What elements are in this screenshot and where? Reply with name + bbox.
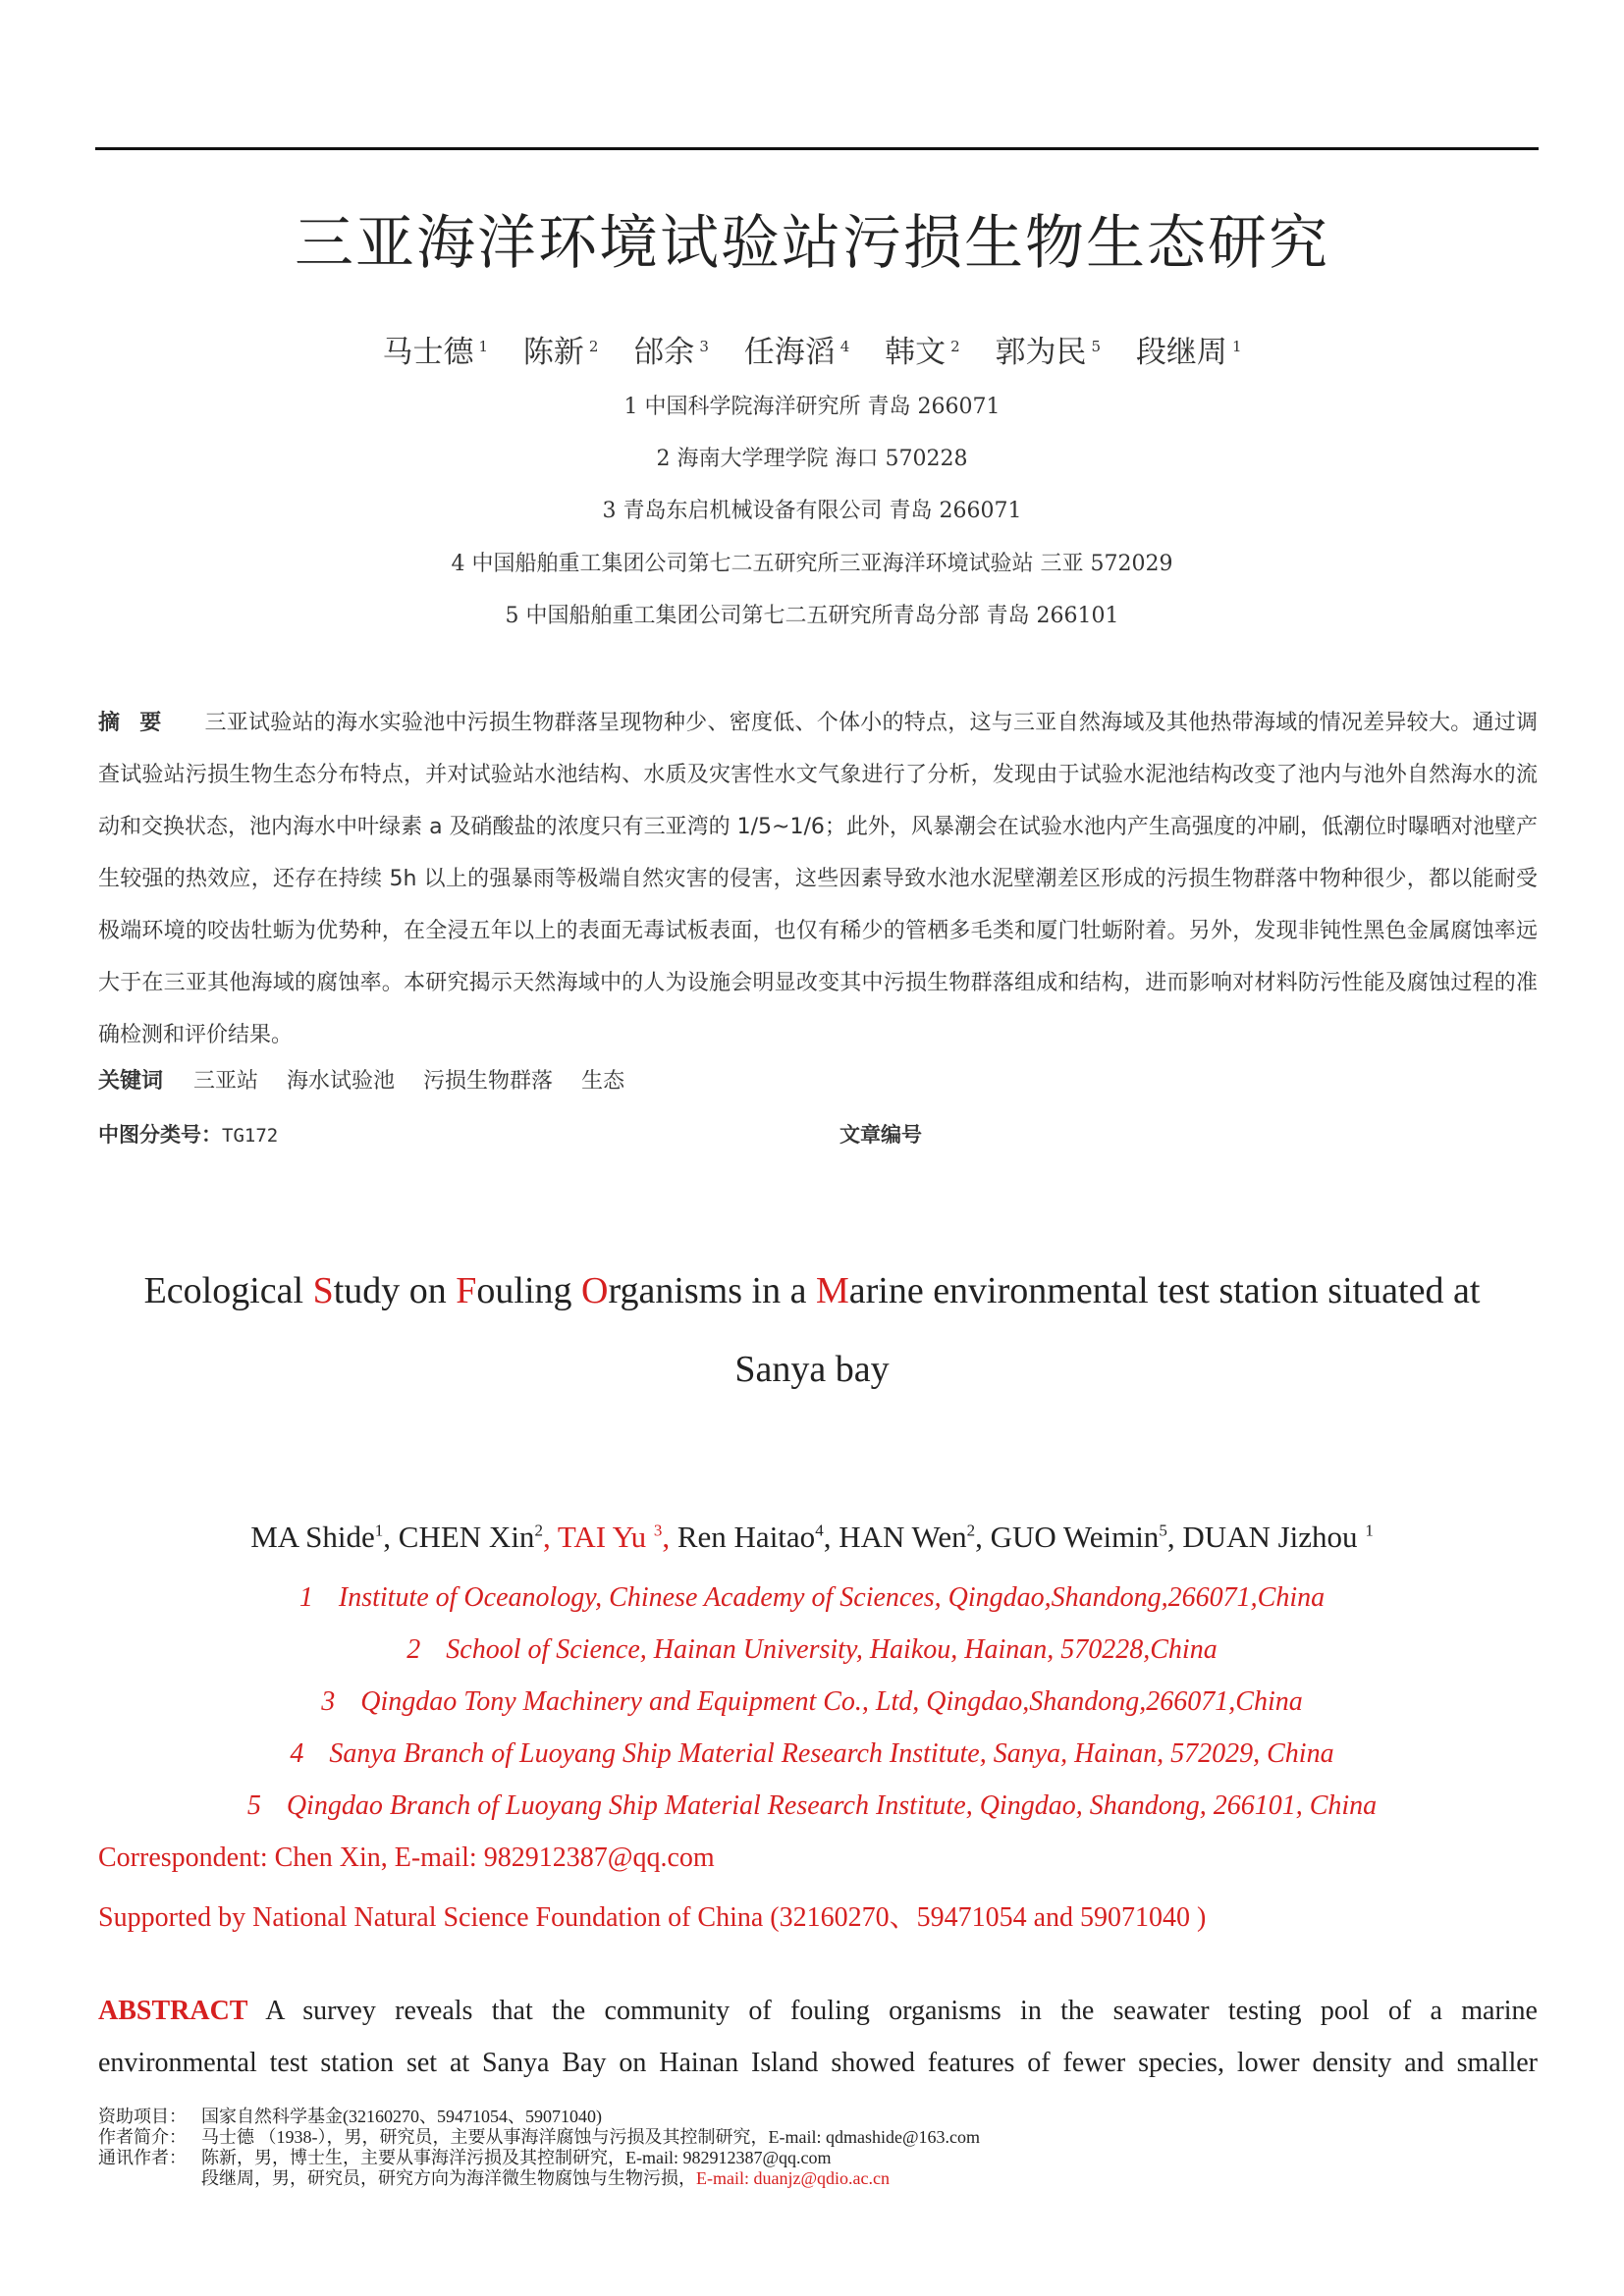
authors-chinese	[0, 327, 1624, 371]
authors-english	[0, 1520, 1624, 1555]
abstract-en-line1: ABSTRACT A survey reveals that the community of fouling organisms in the seawater testing pool of a marine	[98, 1996, 1538, 2026]
abstract-english	[98, 1985, 1538, 2089]
abstract-chinese	[98, 697, 1538, 1061]
author-en: MA Shide$^1$,	[250, 1520, 399, 1554]
author-en: DUAN Jizhou $^1$	[1182, 1520, 1374, 1554]
affiliation-en-1: 1 Institute of Oceanology, Chinese Academy of Sciences, Qingdao,Shandong,266071,China	[298, 1582, 1326, 1613]
author-en: TAI Yu $^3$,	[557, 1520, 677, 1554]
abstract-label-en: ABSTRACT	[98, 1996, 248, 2026]
author-zh: 韩文 $^2$	[885, 335, 960, 370]
article-number-label: 文章编号	[839, 1123, 922, 1147]
footnote-author-bio: 作者简介： 马士德 （1938-），男，研究员，主要从事海洋腐蚀与污损及其控制研究，E-mail: qdmashide@163.com	[98, 2127, 981, 2147]
author-zh: 陈新 $^2$	[522, 335, 599, 370]
correspondent-line: Correspondent: Chen Xin, E-mail: 982912387@qq.com	[98, 1842, 715, 1873]
affiliation-en-5: 5 Qingdao Branch of Luoyang Ship Material Research Institute, Qingdao, Shandong, 266101, China	[246, 1790, 1378, 1821]
author-en: GUO Weimin$^5$,	[990, 1520, 1183, 1554]
keywords-label: 关键词	[98, 1069, 164, 1094]
author-zh: 段继周 $^1$	[1135, 335, 1242, 370]
affiliation-en-2: 2 School of Science, Hainan University, Haikou, Hainan, 570228,China	[406, 1634, 1218, 1665]
affiliation-en-4: 4 Sanya Branch of Luoyang Ship Material Research Institute, Sanya, Hainan, 572029, China	[290, 1738, 1334, 1769]
classification-label: 中图分类号：	[98, 1123, 222, 1147]
supported-by-line: Supported by National Natural Science Foundation of China (32160270、59471054 and 59071040 )	[98, 1902, 1207, 1933]
abstract-text-zh: 三亚试验站的海水实验池中污损生物群落呈现物种少、密度低、个体小的特点，这与三亚自然海域及其他热带海域的情况差异较大。通过调查试验站污损生物生态分布特点，并对试验站水池结构、水质及灾害性水文气象进行了分析，发现由于试验水泥池结构改变了池内与池外自然海水的流动和交换状态，池内海水中叶绿素 a 及硝酸盐的浓度只有三亚湾的 1/5~1/6；此外，风暴潮会在试验水池内产生高强度的冲刷，低潮位时曝晒对池壁产生较强的热效应，还存在持续 5h 以上的强暴雨等极端自然灾害的侵害，这些因素导致水池水泥壁潮差区形成的污损生物群落中物种很少，都以能耐受极端环境的咬齿牡蛎为优势种，在全浸五年以上的表面无毒试板表面，也仅有稀少的管栖多毛类和厦门牡蛎附着。另外，发现非钝性黑色金属腐蚀率远大于在三亚其他海域的腐蚀率。本研究揭示天然海域中的人为设施会明显改变其中污损生物群落组成和结构，进而影响对材料防污性能及腐蚀过程的准确检测和评价结果。	[98, 711, 1538, 1047]
affiliation-zh-5: 5 中国船舶重工集团公司第七二五研究所青岛分部 青岛 266101	[505, 604, 1119, 628]
footnote-funding: 资助项目： 国家自然科学基金(32160270、59471054、59071040)	[98, 2107, 602, 2126]
author-en: HAN Wen$^2$,	[839, 1520, 991, 1554]
keyword: 生态	[581, 1069, 625, 1094]
author-en: CHEN Xin$^2$,	[398, 1520, 558, 1554]
title-en-line1: Ecological Study on Fouling Organisms in a Marine environmental test station situated at	[143, 1270, 1481, 1311]
classification-number	[98, 1119, 278, 1148]
keyword: 污损生物群落	[423, 1069, 554, 1094]
abstract-label-zh: 摘要	[98, 711, 182, 735]
author-zh: 邰余 $^3$	[633, 335, 709, 370]
affiliation-zh-4: 4 中国船舶重工集团公司第七二五研究所三亚海洋环境试验站 三亚 572029	[451, 552, 1173, 576]
classification-value: TG172	[222, 1125, 279, 1147]
keyword: 三亚站	[193, 1069, 259, 1094]
author-zh: 马士德 $^1$	[382, 335, 489, 370]
footnote-corresponding: 通讯作者： 陈新，男，博士生，主要从事海洋污损及其控制研究，E-mail: 982912387@qq.com	[98, 2148, 832, 2167]
author-en: Ren Haitao$^4$,	[677, 1520, 839, 1554]
title-en-line2: Sanya bay	[734, 1349, 890, 1390]
footnotes	[98, 2107, 1538, 2189]
footnote-corresponding-2: 段继周，男，研究员，研究方向为海洋微生物腐蚀与生物污损，E-mail: duanjz@qdio.ac.cn	[201, 2168, 891, 2188]
affiliation-zh-3: 3 青岛东启机械设备有限公司 青岛 266071	[602, 499, 1022, 523]
keywords-chinese	[98, 1064, 646, 1095]
affiliation-zh-1: 1 中国科学院海洋研究所 青岛 266071	[623, 395, 1001, 419]
email-link[interactable]: E-mail: duanjz@qdio.ac.cn	[696, 2168, 891, 2188]
title-chinese: 三亚海洋环境试验站污损生物生态研究	[295, 209, 1329, 278]
header-rule	[95, 147, 1539, 150]
keyword: 海水试验池	[287, 1069, 396, 1094]
abstract-en-line2: environmental test station set at Sanya Bay on Hainan Island showed features of fewer species, lower density and smaller	[98, 2048, 1538, 2078]
affiliation-en-3: 3 Qingdao Tony Machinery and Equipment Co., Ltd, Qingdao,Shandong,266071,China	[321, 1686, 1303, 1717]
author-zh: 任海滔 $^4$	[743, 335, 850, 370]
title-english	[118, 1252, 1506, 1409]
affiliation-zh-2: 2 海南大学理学院 海口 570228	[656, 447, 968, 471]
author-zh: 郭为民 $^5$	[995, 335, 1102, 370]
